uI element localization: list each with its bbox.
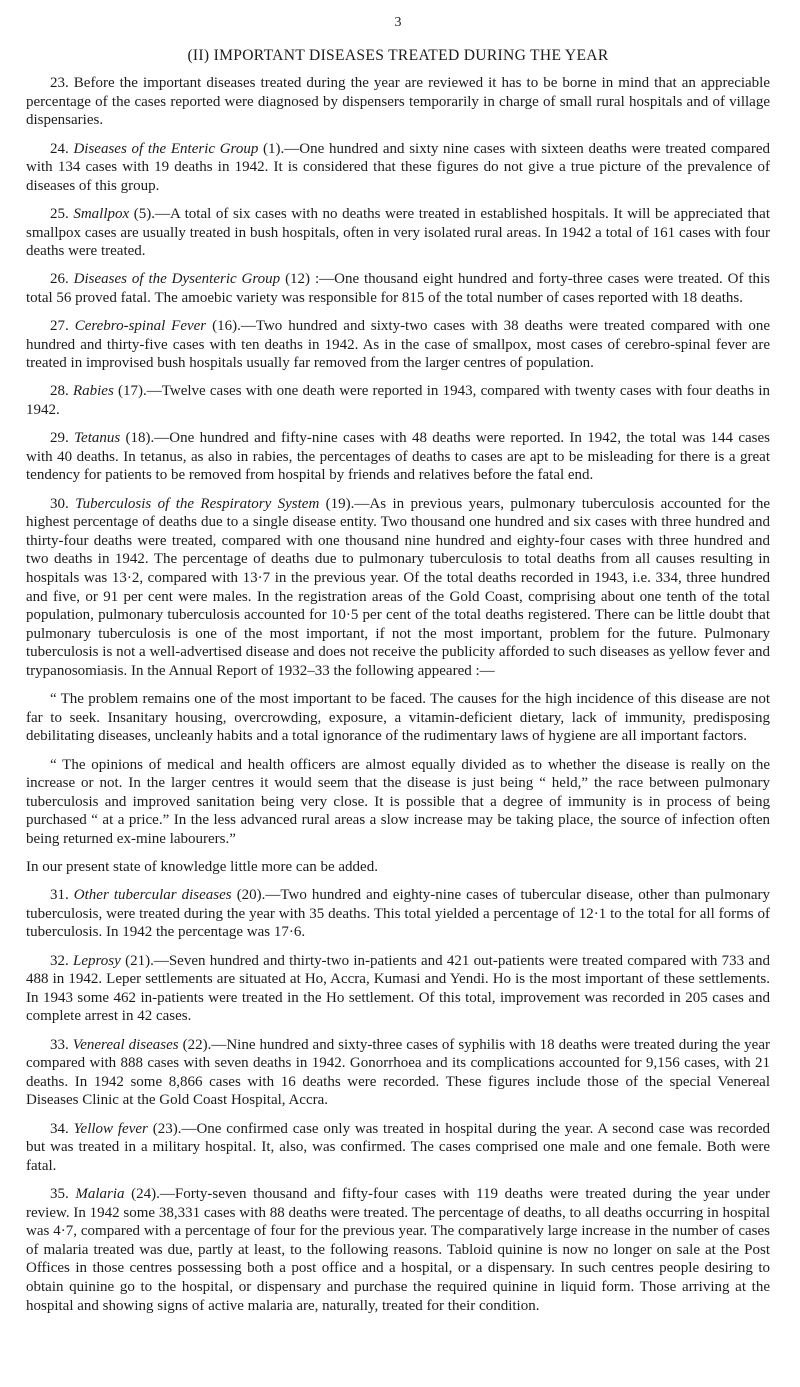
paragraph-24 (26, 140, 770, 196)
after-quote-text: In our present state of knowledge little more can be added. (26, 859, 378, 876)
paragraph-number: 26. (50, 271, 69, 288)
paragraph-number: 33. (50, 1036, 69, 1053)
paragraph-29 (26, 429, 770, 485)
paragraph-23 (26, 74, 770, 130)
paragraph-text: (22).—Nine hundred and sixty-three cases of syphilis with 18 deaths were treated during the year compared with 888 cases with seven deaths in 1942. Gonorrhoea and its complications accounted for 9,156 cases, with 21 deaths. In 1942 some 8,866 cases with 16 deaths were recorded. These figures include those of the special Venereal Diseases Clinic at the Gold Coast Hospital, Accra. (26, 1036, 770, 1109)
paragraph-number: 25. (50, 205, 69, 222)
paragraph-title: Diseases of the Dysenteric Group (73, 271, 281, 288)
paragraph-text: (18).—One hundred and fifty-nine cases with 48 deaths were reported. In 1942, the total was 144 cases with 40 deaths. In tetanus, as also in rabies, the percentages of deaths to cases are apt to be misleading for there is a great tendency for patients to be removed from hospital by friends and relatives before the fatal end. (26, 430, 771, 484)
paragraph-number: 28. (50, 383, 69, 400)
paragraph-text: (12) :—One thousand eight hundred and forty-three cases were treated. Of this total 56 proved fatal. The amoebic variety was responsible for 815 of the total number of cases reported with 18 deaths. (26, 271, 771, 306)
page-number: 3 (394, 15, 402, 30)
paragraph-33 (26, 1036, 770, 1110)
paragraph-text: (17).—Twelve cases with one death were reported in 1943, compared with twenty cases with four deaths in 1942. (26, 383, 771, 419)
paragraph-number: 32. (50, 952, 69, 969)
paragraph-title: Cerebro-spinal Fever (74, 318, 207, 335)
paragraph-number: 29. (50, 430, 69, 447)
paragraph-title: Other tubercular diseases (73, 887, 232, 904)
paragraph-group-1 (26, 74, 770, 680)
paragraph-31 (26, 886, 770, 942)
paragraph-number: 23. (50, 75, 69, 92)
paragraph-number: 24. (50, 140, 69, 157)
paragraph-text: (19).—As in previous years, pulmonary tuberculosis accounted for the highest percentage of deaths due to a single disease entity. Two thousand one hundred and six cases with three hundred and thirty-four deaths were treated, compared with one thousand nine hundred and eighty-four cases with three hundred and two deaths in 1942. The percentage of deaths due to pulmonary tuberculosis to total deaths from all causes resulting in hospitals was 13·2, compared with 13·7 in the previous year. Of the total deaths recorded in 1943, i.e. 334, three hundred and five, or 91 per cent were males. In the registration areas of the Gold Coast, comprising about one tenth of the total population, pulmonary tuberculosis accounted for 10·5 per cent of the total deaths registered. There can be little doubt that pulmonary tuberculosis is one of the most important, if not the most important, problem for the future. Pulmonary tuberculosis is not a well-advertised disease and does not receive the publicity afforded to such diseases as yellow fever and trypanosomiasis. In the Annual Report of 1932–33 the following appeared :— (26, 495, 770, 679)
paragraph-title: Yellow fever (73, 1120, 148, 1137)
paragraph-number: 27. (50, 318, 69, 335)
section-heading: (II) IMPORTANT DISEASES TREATED DURING THE YEAR (187, 46, 609, 64)
paragraph-title: Malaria (75, 1185, 125, 1202)
paragraph-text: (5).—A total of six cases with no deaths were treated in established hospitals. It will be appreciated that smallpox cases are usually treated in bush hospitals, often in very isolated rural areas. In 1942 a total of 161 cases with four deaths were treated. (26, 205, 770, 260)
paragraph-32 (26, 952, 770, 1026)
paragraph-number: 31. (50, 887, 69, 904)
paragraph-number: 35. (50, 1185, 69, 1202)
paragraph-title: Tetanus (74, 430, 121, 447)
paragraph-25 (26, 205, 770, 261)
quote-paragraph: “ The problem remains one of the most important to be faced. The causes for the high incidence of this disease are not far to seek. Insanitary housing, overcrowding, exposure, a vitamin-deficient dietary, lack of immunity, predisposing debilitating diseases, uncleanly habits and a total ignorance of the rudimentary laws of hygiene are all important factors. (26, 691, 770, 745)
paragraph-title: Leprosy (73, 952, 121, 969)
paragraph-title: Rabies (72, 383, 114, 400)
paragraph-number: 34. (50, 1120, 69, 1137)
paragraph-number: 30. (50, 495, 69, 512)
paragraph-28 (26, 382, 770, 419)
paragraph-30 (26, 495, 770, 681)
paragraph-text: (23).—One confirmed case only was treated in hospital during the year. A second case was recorded but was treated in a military hospital. It, also, was confirmed. The cases comprised one male and one female. Both were fatal. (26, 1120, 771, 1174)
quotation-block (26, 690, 770, 848)
paragraph-27 (26, 317, 770, 373)
paragraph-text: (20).—Two hundred and eighty-nine cases of tubercular disease, other than pulmonary tuberculosis, were treated during the year with 35 deaths. This total yielded a percentage of 12·1 to the total for all forms of tuberculosis. In 1942 the percentage was 17·6. (26, 887, 771, 941)
quote-paragraph: “ The opinions of medical and health officers are almost equally divided as to whether the disease is really on the increase or not. In the larger centres it would seem that the disease is just being “ held,” the race between pulmonary tuberculosis and improved sanitation being very close. It is possible that a degree of immunity is in process of being purchased “ at a price.” In the less advanced rural areas a slow increase may be taking place, the source of infection often being returned ex-mine labourers.” (26, 756, 770, 847)
paragraph-title: Venereal diseases (72, 1036, 179, 1053)
paragraph-group-2 (26, 886, 770, 1315)
paragraph-text: Before the important diseases treated during the year are reviewed it has to be borne in mind that an appreciable percentage of the cases reported were diagnosed by dispensers temporarily in charge of small rural hospitals and of village dispensaries. (26, 75, 771, 129)
paragraph-text: (16).—Two hundred and sixty-two cases with 38 deaths were treated compared with one hundred and thirty-five cases with ten deaths in 1942. As in the case of smallpox, most cases of cerebro-spinal fever are treated in improvised bush hospitals usually far removed from the larger centres of population. (26, 318, 771, 372)
paragraph-title: Tuberculosis of the Respiratory System (75, 495, 320, 512)
paragraph-title: Diseases of the Enteric Group (73, 140, 259, 157)
paragraph-34 (26, 1120, 770, 1176)
paragraph-title: Smallpox (73, 205, 130, 222)
paragraph-35 (26, 1185, 770, 1315)
paragraph-26 (26, 270, 770, 307)
paragraph-text: (1).—One hundred and sixty nine cases with sixteen deaths were treated compared with 134 cases with 19 deaths in 1942. It is considered that these figures do not give a true picture of the prevalence of diseases of this group. (26, 140, 770, 194)
paragraph-text: (24).—Forty-seven thousand and fifty-four cases with 119 deaths were treated during the year under review. In 1942 some 38,331 cases with 88 deaths were treated. The percentage of deaths, to all deaths occurring in hospital was 4·7, compared with a percentage of four for the previous year. The comparatively large increase in the number of cases of malaria treated was due, partly at least, to the following reasons. Tabloid quinine is now no longer on sale at the Post Offices in those centres possessing both a post office and a hospital, or a dispensary. In such centres people desiring to obtain quinine go to the hospital, or dispensary and purchase the required quinine in liquid form. Those arriving at the hospital and showing signs of active malaria are, naturally, treated for their condition. (26, 1185, 770, 1314)
paragraph-text: (21).—Seven hundred and thirty-two in-patients and 421 out-patients were treated compared with 733 and 488 in 1942. Leper settlements are situated at Ho, Accra, Kumasi and Yendi. Ho is the most important of these settlements. In 1943 some 462 in-patients were treated in the Ho settlement. Of this total, improvement was recorded in 205 cases and complete arrest in 42 cases. (26, 952, 771, 1025)
